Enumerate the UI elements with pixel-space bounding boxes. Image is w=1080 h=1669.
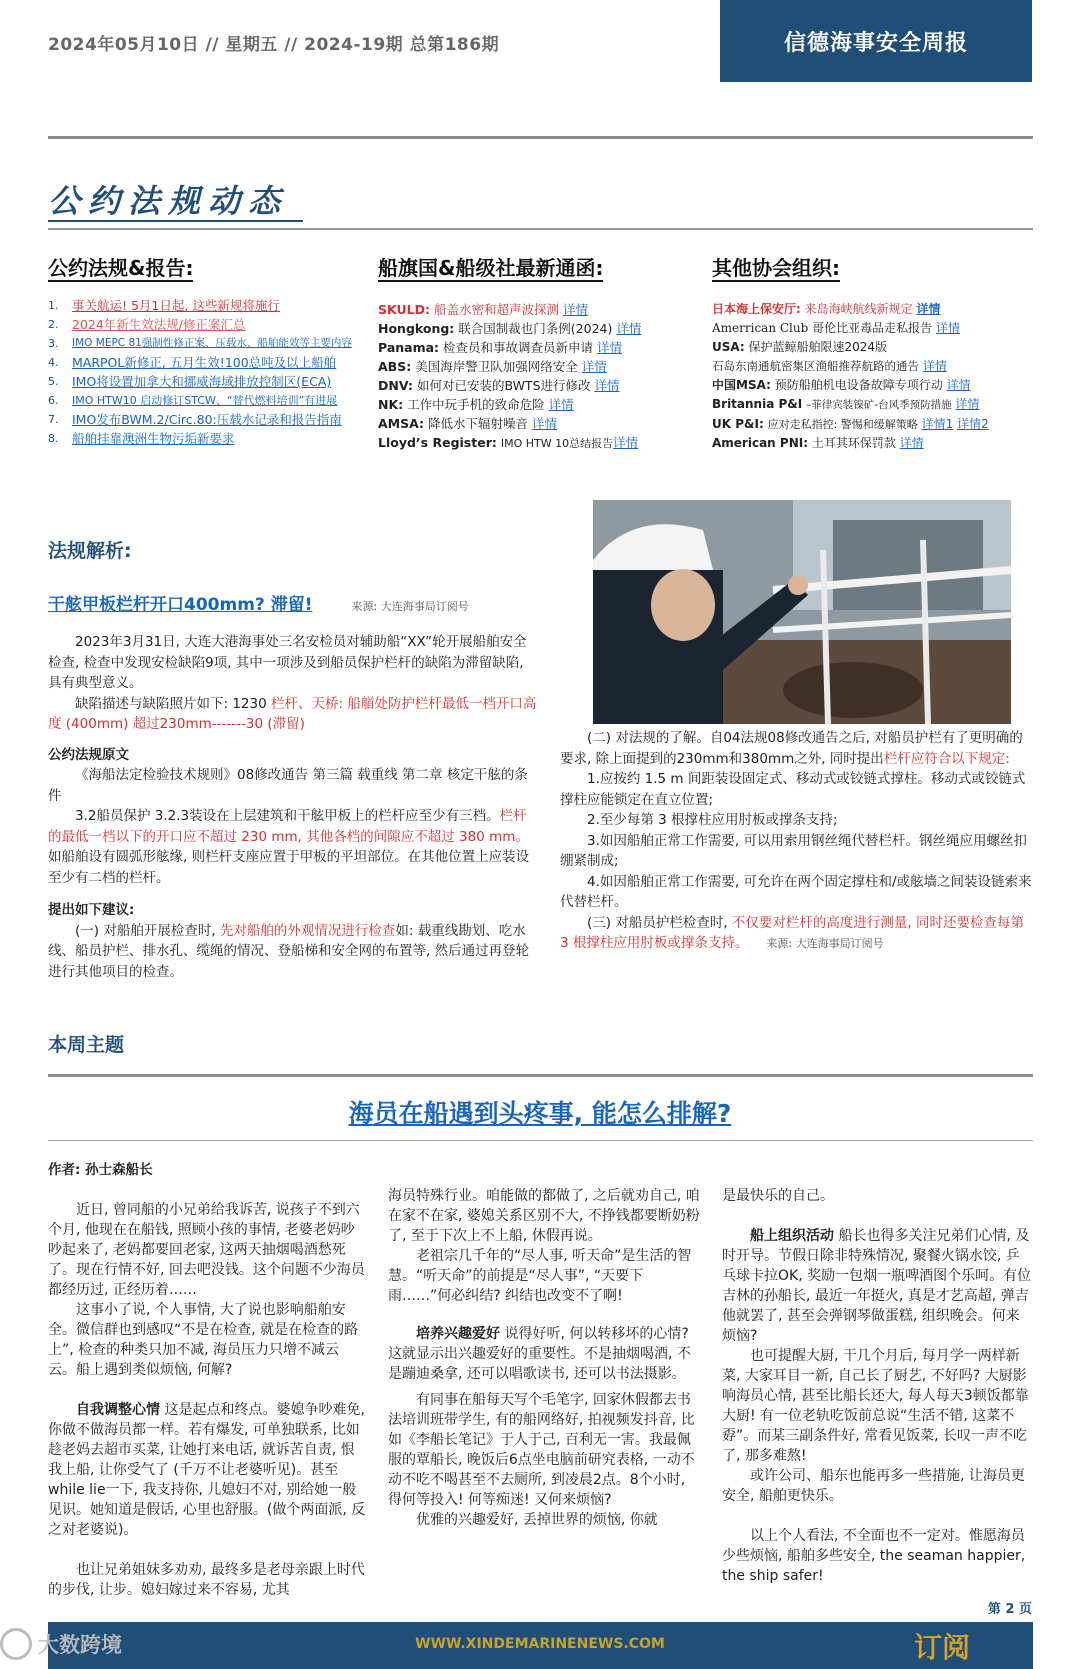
paragraph: 也可提醒大厨, 干几个月后, 每月学一两样新菜, 大家耳目一新, 自己长了厨艺, 不好吗? 大厨影响海员心情, 甚至比船长还大, 每人每天3顿饭都靠大厨! 有一位老轨吃饭前总说“生活不错, 这菜不孬”。而某三副条件好, 常看见饭菜, 长叹一声不吃了, 那多难熬!	[722, 1348, 1029, 1464]
column-heading-flag-states: 船旗国&船级社最新通函:	[378, 256, 604, 280]
convention-list	[48, 296, 368, 448]
list-item: 日本海上保安厅: 来岛海峡航线新规定 详情	[712, 302, 941, 316]
paragraph: 《海船法定检验技术规则》08修改通告 第三篇 载重线 第二章 核定干舷的条件	[48, 767, 528, 804]
feature-heading: 本周主题	[48, 1034, 125, 1056]
feature-column-1	[48, 1200, 366, 1600]
paragraph: 3.2船员保护 3.2.3装设在上层建筑和干舷甲板上的栏杆应至少有三档。栏杆的最低一档以下的开口应不超过 230 mm, 其他各档的间隙应不超过 380 mm。如船舶设有圆弧形舷缘, 则栏杆支座应置于甲板的平坦部位。在其他位置上应装设至少有二档的栏杆。	[48, 808, 530, 886]
details-link-2[interactable]: 详情2	[957, 417, 989, 431]
paragraph: 有同事在船每天写个毛笔字, 回家休假都去书法培训班带学生, 有的船网络好, 拍视频发抖音, 比如《李船长笔记》于人于己, 百利无一害。我最佩服的覃船长, 晚饭后6点坐电脑前研究表格, 一动不动不吃不喝甚至不去厕所, 到凌晨2点。8个小时, 得何等投入! 何等痴迷! 又何来烦恼?	[388, 1392, 695, 1508]
feature-title: 海员在船遇到头疼事, 能怎么排解?	[348, 1099, 732, 1128]
details-link[interactable]: 详情	[532, 416, 558, 431]
list-item: Panama: 检查员和事故调查员新申请 详情	[378, 340, 623, 355]
paragraph: 缺陷描述与缺陷照片如下: 1230 栏杆、天桥: 船艏处防护栏杆最低一档开口高度 (400mm) 超过230mm-------30 (滞留)	[48, 695, 537, 732]
paragraph: 近日, 曾同船的小兄弟给我诉苦, 说孩子不到六个月, 他现在在船钱, 照顾小孩的事情, 老婆老妈吵吵起来了, 老妈都要回老家, 这两天抽烟喝酒愁死了。现在行情不好, 回去吧没钱。这个问题不少海员都经历过, 正经历着……	[48, 1202, 365, 1298]
paragraph: 这事小了说, 个人事情, 大了说也影响船舶安全。微信群也到感叹“不是在检查, 就是在检查的路上”, 检查的种类只加不减, 海员压力只增不减云云。船上遇到类似烦恼, 何解?	[48, 1302, 359, 1378]
details-link[interactable]: 详情	[616, 321, 642, 336]
article-title[interactable]: 干舷甲板栏杆开口400mm? 滞留!	[48, 595, 313, 615]
list-item[interactable]: 2. 2024年新生效法规/修正案汇总	[48, 317, 246, 332]
paragraph: 是最快乐的自己。	[722, 1188, 834, 1204]
article-source: 来源: 大连海事局订阅号	[351, 600, 469, 613]
list-item: AMSA: 降低水下辐射噪音 详情	[378, 416, 558, 431]
suggestion-heading: 提出如下建议:	[48, 902, 135, 918]
list-item[interactable]: 3. IMO MEPC 81强制性修正案、压载水、船舶能效等主要内容	[48, 337, 352, 350]
feature-author: 作者: 孙士森船长	[48, 1162, 153, 1178]
divider	[48, 228, 1033, 230]
brand-banner	[720, 0, 1032, 82]
feature-column-2	[388, 1186, 700, 1530]
paragraph: 海员特殊行业。咱能做的都做了, 之后就劝自己, 咱在家不在家, 婆媳关系区别不大, 不挣钱都要断奶粉了, 至于下次上不上船, 休假再说。	[388, 1188, 700, 1244]
footer-url[interactable]: WWW.XINDEMARINENEWS.COM	[415, 1636, 665, 1652]
details-link[interactable]: 详情	[922, 359, 947, 373]
details-link[interactable]: 详情	[899, 436, 924, 450]
details-link[interactable]: 详情	[946, 378, 971, 392]
paragraph: (二) 对法规的了解。自04法规08修改通告之后, 对船员护栏有了更明确的要求, 除上面提到的230mm和380mm之外, 同时提出栏杆应符合以下规定:	[560, 730, 1023, 767]
details-link[interactable]: 详情	[548, 397, 574, 412]
details-link[interactable]: 详情	[613, 435, 639, 450]
details-link[interactable]: 详情	[916, 302, 941, 316]
details-link[interactable]: 详情1	[921, 417, 954, 431]
list-item[interactable]: 7. IMO发布BWM.2/Circ.80:压载水记录和报告指南	[48, 412, 342, 427]
title-underline	[48, 220, 303, 222]
section-title: 公约法规动态	[48, 182, 289, 220]
paragraph: 优雅的兴趣爱好, 丢掉世界的烦恼, 你就	[416, 1512, 658, 1528]
paragraph: 2.至少每第 3 根撑柱应用肘板或撑条支持;	[587, 812, 838, 828]
list-item: Amerrican Club 哥伦比亚毒品走私报告 详情	[712, 321, 960, 335]
paragraph: 自我调整心情 这是起点和终点。婆媳争吵难免, 你做不做海员都一样。若有爆发, 可单独联系, 比如趁老妈去超市买菜, 让她打来电话, 就诉苦自责, 恨我上船, 让你受气了 (千万不让老婆听见)。甚至while lie一下, 我支持你, 儿媳妇不对, 别给她一般见识。她知道是假话, 心里也舒服。(做个两面派, 反之对老婆说)。	[48, 1402, 366, 1538]
analysis-heading: 法规解析:	[48, 540, 132, 562]
list-item: American PNI: 土耳其环保罚款 详情	[712, 436, 924, 450]
feature-column-3	[722, 1186, 1032, 1586]
list-item: SKULD: 船盖水密和超声波探测 详情	[378, 302, 588, 317]
divider	[48, 1074, 1033, 1077]
list-item: Britannia P&I –菲律宾装镍矿-台风季预防措施 详情	[712, 397, 980, 411]
subscribe-button[interactable]: 订阅	[914, 1631, 971, 1664]
paragraph: 1.应按约 1.5 m 间距装设固定式、移动式或铰链式撑柱。移动式或铰链式撑柱应能锁定在直立位置;	[560, 771, 1026, 808]
details-link[interactable]: 详情	[955, 397, 980, 411]
railing-photo-illustration	[593, 500, 1011, 724]
list-item[interactable]: 5. IMO将设置加拿大和挪威海域排放控制区(ECA)	[48, 374, 332, 389]
details-link[interactable]: 详情	[597, 340, 623, 355]
list-item: DNV: 如何对已安装的BWTS进行修改 详情	[378, 378, 620, 393]
paragraph: (三) 对船员护栏检查时, 不仅要对栏杆的高度进行测量, 同时还要检查每第 3 根撑柱应用肘板或撑条支持。 来源: 大连海事局订阅号	[560, 914, 1025, 951]
analysis-body-right	[560, 728, 1032, 955]
list-item[interactable]: 8. 船舶挂靠澳洲生物污垢新要求	[48, 431, 235, 446]
list-item: ABS: 美国海岸警卫队加强网络安全 详情	[378, 359, 607, 374]
list-item: UK P&I: 应对走私指控: 警惕和缓解策略 详情1 详情2	[712, 417, 989, 431]
page-number: 第 2 页	[987, 1602, 1032, 1617]
issue-line: 2024年05月10日 // 星期五 // 2024-19期 总第186期	[48, 35, 500, 55]
list-item[interactable]: 1. 事关航运! 5月1日起, 这些新规将施行	[48, 298, 280, 313]
paragraph: 2023年3月31日, 大连大港海事处三名安检员对辅助船“XX”轮开展船舶安全检查, 检查中发现安检缺陷9项, 其中一项涉及到船员保护栏杆的缺陷为滞留缺陷, 具有典型意义。	[48, 634, 527, 691]
divider	[48, 1140, 1033, 1141]
list-item: 中国MSA: 预防船舶机电设备故障专项行动 详情	[712, 378, 971, 392]
divider	[48, 136, 1033, 139]
article-title-row	[48, 590, 469, 615]
paragraph: 或许公司、船东也能再多一些措施, 让海员更安全, 船舶更快乐。	[722, 1468, 1025, 1504]
details-link[interactable]: 详情	[581, 359, 607, 374]
brand-name: 信德海事安全周报	[783, 30, 968, 56]
list-item: Lloyd’s Register: IMO HTW 10总结报告详情	[378, 435, 639, 450]
details-link[interactable]: 详情	[562, 302, 588, 317]
paragraph: 老祖宗几千年的“尽人事, 听天命”是生活的智慧。“听天命”的前提是“尽人事”, “天要下雨……”何必纠结? 纠结也改变不了啊!	[388, 1248, 692, 1304]
column-heading-conventions: 公约法规&报告:	[48, 256, 194, 280]
list-item: NK: 工作中玩手机的致命危险 详情	[378, 397, 574, 412]
list-item: Hongkong: 联合国制裁也门条例(2024) 详情	[378, 321, 642, 336]
column-heading-associations: 其他协会组织:	[712, 256, 840, 280]
paragraph: 4.如因船舶正常工作需要, 可允许在两个固定撑柱和/或舷墙之间装设链索来代替栏杆。	[560, 873, 1032, 910]
law-heading: 公约法规原文	[48, 746, 129, 763]
paragraph: 船上组织活动 船长也得多关注兄弟们心情, 及时开导。节假日除非特殊情况, 聚餐火锅水饺, 乒乓球卡拉OK, 奖励一包烟一瓶啤酒图个乐呵。有位吉林的孙船长, 最近一年挺火, 真是才艺高超, 弹吉他就罢了, 甚至会弹钢琴做蛋糕, 组织晚会。何来烦恼?	[722, 1228, 1032, 1344]
analysis-body-left	[48, 632, 538, 982]
paragraph: 以上个人看法, 不全面也不一定对。惟愿海员少些烦恼, 船舶多些安全, the seaman happier, the ship safer!	[722, 1528, 1026, 1584]
details-link[interactable]: 详情	[935, 321, 960, 335]
list-item: USA: 保护蓝鲸船舶限速2024版	[712, 340, 888, 354]
paragraph: 也让兄弟姐妹多劝劝, 最终多是老母亲跟上时代的步伐, 让步。媳妇嫁过来不容易, 尤其	[48, 1562, 365, 1598]
list-item[interactable]: 4. MARPOL新修正, 五月生效!100总吨及以上船舶	[48, 355, 337, 370]
paragraph: 培养兴趣爱好 说得好听, 何以转移坏的心情? 这就显示出兴趣爱好的重要性。不是抽烟喝酒, 不是蹦迪桑拿, 还可以唱歌读书, 还可以书法摄影。	[388, 1326, 691, 1382]
list-item[interactable]: 6. IMO HTW10 启动修订STCW、“替代燃料培训”有进展	[48, 394, 338, 407]
paragraph: (一) 对船舶开展检查时, 先对船舶的外观情况进行检查如: 载重线勘划、吃水线、船员护栏、排水孔、缆绳的情况、登船梯和安全网的布置等, 然后通过再登轮进行其他项目的检查。	[48, 922, 530, 980]
inspection-photo	[593, 500, 1011, 724]
watermark: 大数跨境	[0, 1628, 122, 1660]
list-item: 石岛东南通航密集区渔船推荐航路的通告 详情	[712, 359, 947, 373]
association-list	[712, 300, 1032, 453]
details-link[interactable]: 详情	[594, 378, 620, 393]
flag-state-list	[378, 300, 678, 453]
paragraph: 3.如因船舶正常工作需要, 可以用索用钢丝绳代替栏杆。钢丝绳应用螺丝扣绷紧制成;	[560, 832, 1027, 869]
